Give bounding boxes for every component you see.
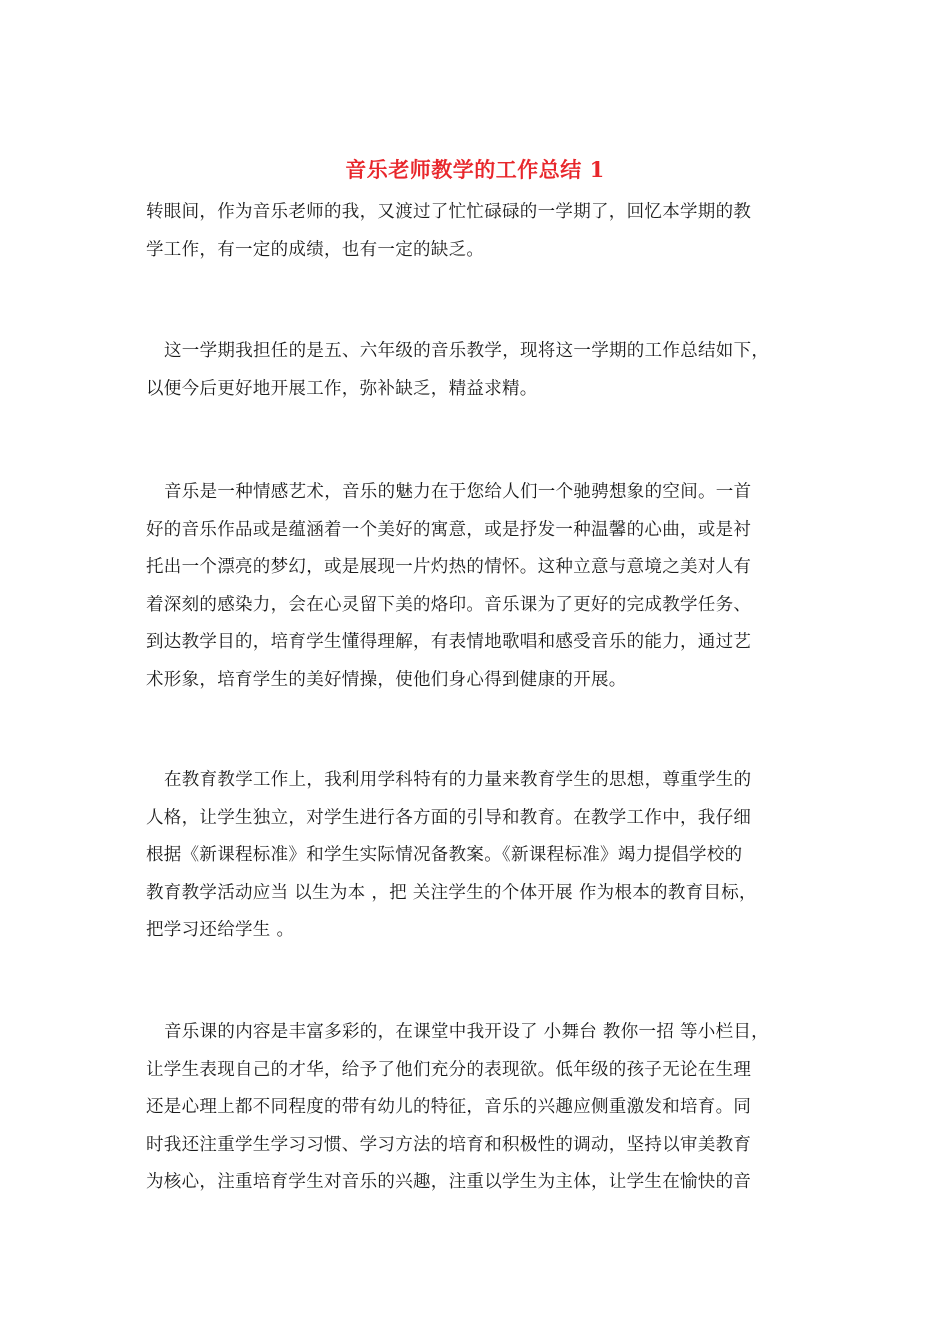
- paragraph-line: 着深刻的感染力，会在心灵留下美的烙印。音乐课为了更好的完成教学任务、: [146, 594, 752, 615]
- paragraph-line: 托出一个漂亮的梦幻，或是展现一片灼热的情怀。这种立意与意境之美对人有: [146, 557, 752, 577]
- paragraph-line: 到达教学目的，培育学生懂得理解，有表情地歌唱和感受音乐的能力，通过艺: [146, 632, 752, 652]
- paragraph-line: 学工作，有一定的成绩，也有一定的缺乏。: [146, 239, 485, 260]
- paragraph-line: 人格，让学生独立，对学生进行各方面的引导和教育。在教学工作中，我仔细: [146, 807, 752, 828]
- paragraph-4: [146, 762, 826, 950]
- paragraph-line: 这一学期我担任的是五、六年级的音乐教学，现将这一学期的工作总结如下，: [164, 341, 770, 361]
- paragraph-5: [146, 1014, 826, 1202]
- paragraph-line: 为核心，注重培育学生对音乐的兴趣，注重以学生为主体，让学生在愉快的音: [146, 1172, 752, 1192]
- paragraph-line: 音乐课的内容是丰富多彩的，在课堂中我开设了 小舞台 教你一招 等小栏目，: [164, 1022, 769, 1042]
- paragraph-2: [146, 333, 826, 408]
- paragraph-line: 音乐是一种情感艺术，音乐的魅力在于您给人们一个驰骋想象的空间。一首: [164, 482, 752, 502]
- paragraph-line: 把学习还给学生 。: [146, 920, 295, 940]
- paragraph-line: 时我还注重学生学习习惯、学习方法的培育和积极性的调动，坚持以审美教育: [146, 1134, 752, 1155]
- paragraph-3: [146, 474, 826, 699]
- paragraph-line: 好的音乐作品或是蕴涵着一个美好的寓意，或是抒发一种温馨的心曲，或是衬: [146, 519, 752, 540]
- paragraph-line: 术形象，培育学生的美好情操，使他们身心得到健康的开展。: [146, 669, 627, 690]
- paragraph-line: 教育教学活动应当 以生为本 ，把 关注学生的个体开展 作为根本的教育目标，: [146, 882, 757, 903]
- paragraph-line: 以便今后更好地开展工作，弥补缺乏，精益求精。: [146, 378, 538, 399]
- document-title: 音乐老师教学的工作总结 1: [345, 157, 605, 182]
- paragraph-line: 在教育教学工作上，我利用学科特有的力量来教育学生的思想，尊重学生的: [164, 770, 752, 790]
- paragraph-line: 还是心理上都不同程度的带有幼儿的特征，音乐的兴趣应侧重激发和培育。同: [146, 1097, 752, 1117]
- paragraph-line: 转眼间，作为音乐老师的我，又渡过了忙忙碌碌的一学期了，回忆本学期的教: [146, 202, 752, 222]
- paragraph-line: 根据《新课程标准》和学生实际情况备教案。《新课程标准》竭力提倡学校的: [146, 845, 743, 865]
- paragraph-1: [146, 194, 826, 269]
- paragraph-line: 让学生表现自己的才华，给予了他们充分的表现欲。低年级的孩子无论在生理: [146, 1059, 752, 1080]
